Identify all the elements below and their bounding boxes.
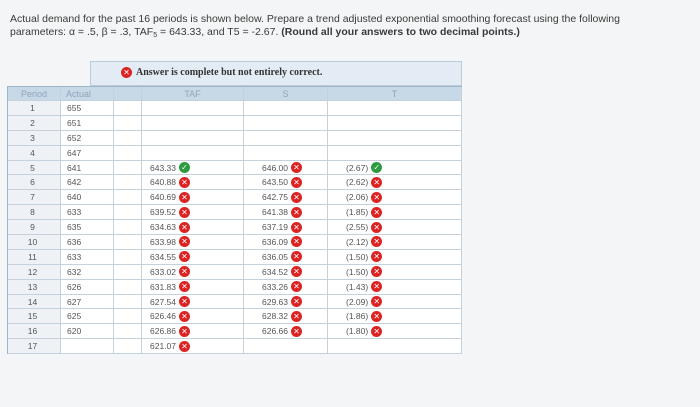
period-cell [8,175,61,190]
t-input [328,101,462,116]
table-row [8,190,462,205]
actual-cell-value: 640 [67,192,82,203]
table-row [8,175,462,190]
taf-input-value: 631.83 [150,281,176,292]
period-cell-value: 3 [30,132,35,143]
spacer-cell [114,220,142,235]
taf-input-value: 626.46 [150,311,176,322]
actual-cell [61,175,114,190]
t-input[interactable] [328,295,462,310]
s-input-value: 628.32 [262,311,288,322]
taf-input-value: 633.98 [150,236,176,247]
s-input[interactable] [244,190,328,205]
t-input-value: (1.50) [346,251,369,262]
s-input [244,101,328,116]
x-circle-icon: ✕ [179,296,190,307]
s-input-value: 626.66 [262,326,288,337]
x-circle-icon: ✕ [291,207,302,218]
t-input-value: (1.85) [346,207,369,218]
x-circle-icon: ✕ [179,326,190,337]
t-input-value: (2.12) [346,236,369,247]
period-cell-value: 12 [27,266,38,277]
taf-input[interactable] [142,324,244,339]
question-rounding-note: (Round all your answers to two decimal points.) [281,26,520,38]
t-input[interactable] [328,205,462,220]
x-circle-icon: ✕ [179,177,190,188]
table-row [8,220,462,235]
s-input-value: 634.52 [262,266,288,277]
x-circle-icon: ✕ [371,281,382,292]
x-circle-icon: ✕ [371,236,382,247]
actual-cell-value: 633 [67,251,82,262]
period-cell [8,280,61,295]
period-cell-value: 11 [28,251,37,262]
spacer-cell [114,161,142,176]
actual-cell [61,265,114,280]
period-cell-value: 4 [30,147,35,158]
spacer-cell [114,131,142,146]
t-input[interactable] [328,309,462,324]
actual-cell-value: 626 [67,281,82,292]
taf-input [142,146,244,161]
s-input[interactable] [244,175,328,190]
x-circle-icon: ✕ [371,311,382,322]
period-cell-value: 16 [27,326,38,337]
actual-cell [61,324,114,339]
period-cell-value: 1 [30,102,35,113]
x-circle-icon: ✕ [179,281,190,292]
spacer-cell [114,339,142,354]
period-cell-value: 8 [30,207,35,218]
table-row [8,131,462,146]
actual-cell [61,146,114,161]
x-circle-icon: ✕ [371,222,382,233]
table-body [8,101,462,354]
actual-cell-value: 647 [67,147,82,158]
actual-cell-value: 652 [67,132,82,143]
t-input-value: (1.86) [346,311,369,322]
period-cell [8,116,61,131]
taf-input [142,101,244,116]
x-circle-icon: ✕ [291,222,302,233]
question-params: parameters: α = .5, β = .3, TAF [10,26,154,38]
period-cell [8,131,61,146]
taf-input[interactable] [142,250,244,265]
table-row [8,235,462,250]
x-circle-icon: ✕ [291,281,302,292]
s-input[interactable] [244,250,328,265]
actual-cell [61,116,114,131]
table-row [8,324,462,339]
taf-input[interactable] [142,280,244,295]
header-t: T [328,87,462,101]
actual-cell-value: 633 [67,207,82,218]
table-row [8,146,462,161]
actual-cell [61,235,114,250]
taf-input-value: 634.55 [150,251,176,262]
header-taf: TAF [142,87,244,101]
actual-cell-value: 642 [67,177,82,188]
t-input[interactable] [328,235,462,250]
t-input[interactable] [328,190,462,205]
actual-cell [61,161,114,176]
x-circle-icon: ✕ [179,207,190,218]
period-cell-value: 2 [30,117,35,128]
table-row [8,280,462,295]
actual-cell-value: 655 [67,102,82,113]
spacer-cell [114,235,142,250]
t-input-value: (1.50) [346,266,369,277]
x-circle-icon: ✕ [291,162,302,173]
x-circle-icon: ✕ [179,222,190,233]
s-input[interactable] [244,220,328,235]
spacer-cell [114,295,142,310]
s-input[interactable] [244,265,328,280]
x-circle-icon: ✕ [179,311,190,322]
s-input[interactable] [244,161,328,176]
header-period: Period [8,87,61,101]
period-cell [8,324,61,339]
x-circle-icon: ✕ [179,341,190,352]
t-input [328,146,462,161]
period-cell-value: 13 [27,281,38,292]
taf-input[interactable] [142,205,244,220]
actual-cell-value: 635 [67,222,82,233]
x-circle-icon: ✕ [291,326,302,337]
x-circle-icon: ✕ [291,192,302,203]
taf-input-value: 621.07 [150,341,176,352]
spacer-cell [114,250,142,265]
taf-input[interactable] [142,190,244,205]
s-input[interactable] [244,309,328,324]
period-cell [8,146,61,161]
s-input[interactable] [244,235,328,250]
period-cell-value: 10 [27,236,38,247]
actual-cell-value: 620 [67,326,82,337]
t-input [328,339,462,354]
header-spacer [114,87,142,101]
period-cell [8,309,61,324]
table-row [8,295,462,310]
period-cell-value: 17 [27,341,38,352]
table-row [8,265,462,280]
question-params-rest: = 643.33, and T5 = -2.67. [157,26,279,38]
actual-cell [61,339,114,354]
x-circle-icon: ✕ [291,177,302,188]
s-input-value: 633.26 [262,281,288,292]
taf-input-value: 626.86 [150,326,176,337]
taf-input[interactable] [142,295,244,310]
taf-input[interactable] [142,235,244,250]
actual-cell [61,190,114,205]
t-input-value: (2.55) [346,222,369,233]
period-cell [8,250,61,265]
period-cell [8,220,61,235]
s-input-value: 642.75 [262,192,288,203]
spacer-cell [114,190,142,205]
t-input [328,116,462,131]
t-input [328,131,462,146]
t-input-value: (2.62) [346,177,369,188]
taf-input-value: 640.88 [150,177,176,188]
x-circle-icon: ✕ [121,67,132,78]
table-row [8,116,462,131]
period-cell-value: 14 [27,296,38,307]
s-input-value: 646.00 [262,162,288,173]
s-input[interactable] [244,205,328,220]
header-s: S [244,87,328,101]
actual-cell-value: 636 [67,236,82,247]
s-input-value: 636.05 [262,251,288,262]
answer-status-banner [90,61,462,86]
check-circle-icon: ✓ [179,162,190,173]
period-cell-value: 5 [30,162,35,173]
period-cell [8,339,61,354]
actual-cell [61,250,114,265]
table-row [8,101,462,116]
s-input [244,131,328,146]
spacer-cell [114,280,142,295]
taf-input-value: 640.69 [150,192,176,203]
x-circle-icon: ✕ [291,266,302,277]
x-circle-icon: ✕ [179,266,190,277]
x-circle-icon: ✕ [371,177,382,188]
taf-input-value: 634.63 [150,222,176,233]
s-input[interactable] [244,280,328,295]
taf-input [142,116,244,131]
actual-cell-value: 641 [67,162,82,173]
x-circle-icon: ✕ [179,251,190,262]
x-circle-icon: ✕ [179,236,190,247]
s-input [244,116,328,131]
t-input-value: (2.06) [346,192,369,203]
table-header [8,87,462,101]
actual-cell [61,131,114,146]
period-cell [8,295,61,310]
t-input[interactable] [328,324,462,339]
taf-input-value: 633.02 [150,266,176,277]
table-row [8,250,462,265]
question-line-2 [10,26,690,42]
t-input[interactable] [328,175,462,190]
t-input[interactable] [328,250,462,265]
check-circle-icon: ✓ [371,162,382,173]
spacer-cell [114,265,142,280]
s-input[interactable] [244,324,328,339]
period-cell [8,205,61,220]
x-circle-icon: ✕ [179,192,190,203]
t-input-value: (1.80) [346,326,369,337]
banner-text: Answer is complete but not entirely correct. [136,67,323,78]
s-input-value: 641.38 [262,207,288,218]
x-circle-icon: ✕ [371,266,382,277]
question-text [10,13,690,42]
taf-input[interactable] [142,175,244,190]
actual-cell [61,295,114,310]
table-row [8,161,462,176]
t-input[interactable] [328,280,462,295]
x-circle-icon: ✕ [371,192,382,203]
x-circle-icon: ✕ [291,296,302,307]
actual-cell [61,280,114,295]
s-input-value: 643.50 [262,177,288,188]
taf-input[interactable] [142,265,244,280]
actual-cell [61,101,114,116]
actual-cell-value: 627 [67,296,82,307]
taf-input[interactable] [142,339,244,354]
actual-cell-value: 651 [67,117,82,128]
t-input-value: (2.09) [346,296,369,307]
period-cell [8,235,61,250]
actual-cell [61,220,114,235]
taf-input-value: 627.54 [150,296,176,307]
taf-input[interactable] [142,309,244,324]
s-input-value: 636.09 [262,236,288,247]
spacer-cell [114,324,142,339]
actual-cell [61,309,114,324]
t-input-value: (2.67) [346,162,369,173]
spacer-cell [114,175,142,190]
t-input-value: (1.43) [346,281,369,292]
actual-cell-value: 625 [67,311,82,322]
s-input-value: 629.63 [262,296,288,307]
table-row [8,339,462,354]
spacer-cell [114,205,142,220]
x-circle-icon: ✕ [291,311,302,322]
spacer-cell [114,101,142,116]
t-input[interactable] [328,265,462,280]
period-cell [8,265,61,280]
s-input [244,146,328,161]
s-input [244,339,328,354]
taf-input-value: 639.52 [150,207,176,218]
x-circle-icon: ✕ [291,236,302,247]
question-line-1: Actual demand for the past 16 periods is shown below. Prepare a trend adjusted exponential smoothing forecast using the following [10,13,620,25]
x-circle-icon: ✕ [371,251,382,262]
period-cell-value: 7 [30,192,35,203]
x-circle-icon: ✕ [371,296,382,307]
taf-input[interactable] [142,220,244,235]
period-cell-value: 6 [30,177,35,188]
table-row [8,205,462,220]
table-row [8,309,462,324]
t-input[interactable] [328,161,462,176]
header-actual: Actual [61,87,114,101]
actual-cell [61,205,114,220]
x-circle-icon: ✕ [371,207,382,218]
period-cell-value: 15 [27,311,38,322]
t-input[interactable] [328,220,462,235]
spacer-cell [114,309,142,324]
period-cell [8,190,61,205]
forecast-table [7,86,462,354]
spacer-cell [114,146,142,161]
period-cell [8,161,61,176]
taf-input-value: 643.33 [150,162,176,173]
period-cell [8,101,61,116]
s-input-value: 637.19 [262,222,288,233]
actual-cell-value: 632 [67,266,82,277]
taf-input [142,131,244,146]
period-cell-value: 9 [30,222,35,233]
s-input[interactable] [244,295,328,310]
spacer-cell [114,116,142,131]
x-circle-icon: ✕ [291,251,302,262]
taf-input[interactable] [142,161,244,176]
question-subscript: 5 [153,32,158,39]
x-circle-icon: ✕ [371,326,382,337]
